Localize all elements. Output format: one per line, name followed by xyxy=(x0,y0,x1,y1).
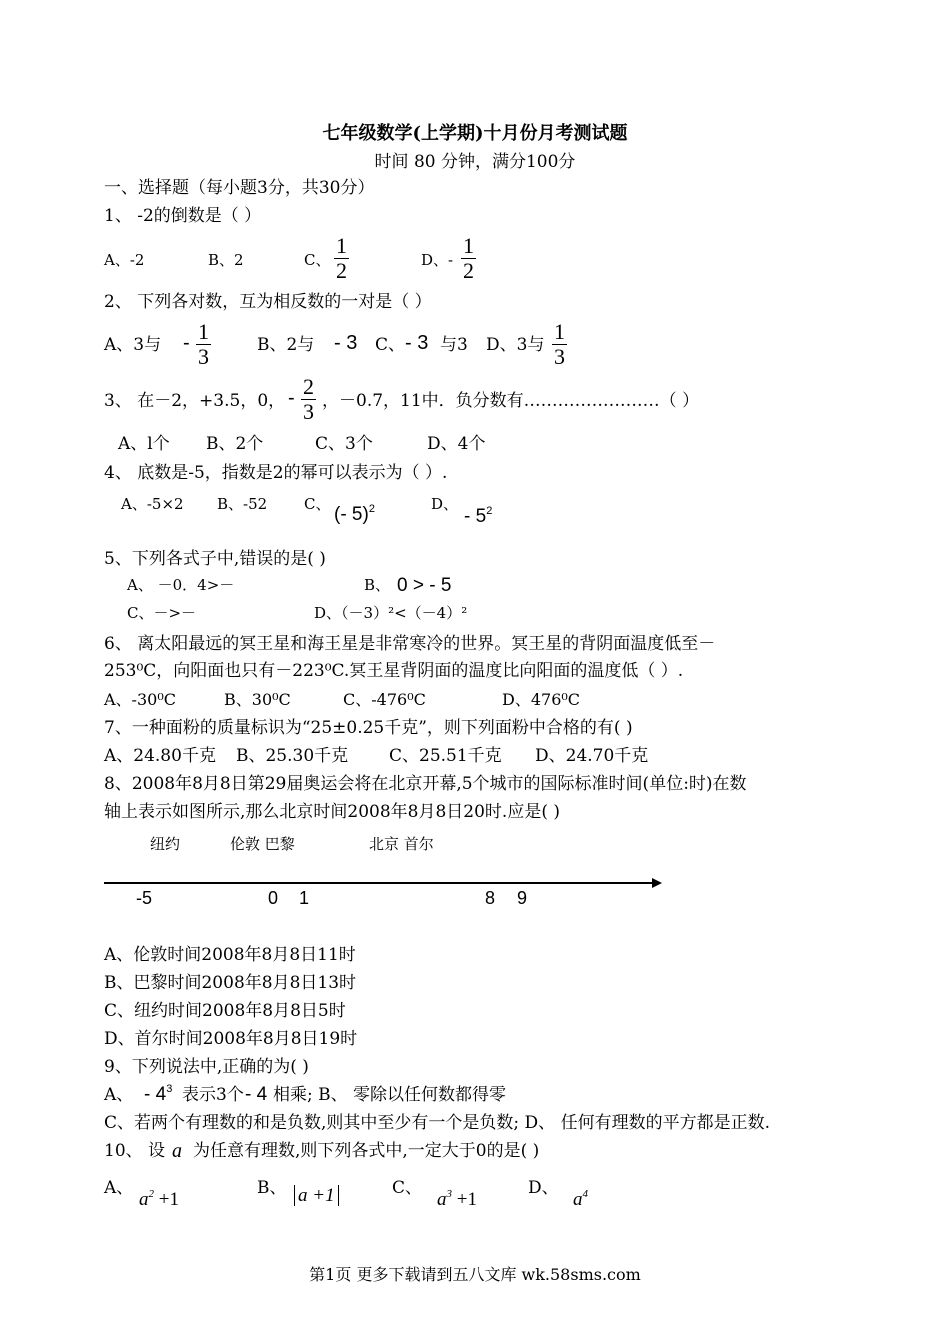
q10-stem-end: 为任意有理数,则下列各式中,一定大于0的是( ) xyxy=(193,1141,540,1161)
power-exponent: 3 xyxy=(446,1188,452,1200)
power-exponent: 2 xyxy=(486,505,493,517)
q7-option-d: D、24.70千克 xyxy=(535,746,649,766)
q1-option-c: C、 xyxy=(304,251,331,269)
page-footer: 第1页 更多下载请到五八文库 wk.58sms.com xyxy=(309,1265,641,1284)
q3-stem-start: 3、 在－2，+3.5，0， xyxy=(104,391,286,411)
q9-option-a-mid: 表示3个 xyxy=(182,1085,244,1105)
fraction-numerator: 1 xyxy=(554,319,565,344)
q5-option-d: D、（－3）²<（－4）² xyxy=(314,604,468,622)
q7-stem: 7、一种面粉的质量标识为“25±0.25千克”，则下列面粉中合格的有( ) xyxy=(104,718,633,738)
q6-stem-line2: 253⁰C，向阳面也只有－223⁰C.冥王星背阴面的温度比向阳面的温度低（ ）. xyxy=(104,661,684,681)
q10-option-c-label: C、 xyxy=(392,1178,423,1198)
tick-label-0: 0 xyxy=(268,888,279,908)
q7-option-a: A、24.80千克 xyxy=(104,746,216,766)
power-base: (- 5) xyxy=(334,504,369,525)
q9-option-a-label: A、 xyxy=(104,1085,134,1105)
q6-option-a: A、-30⁰C xyxy=(104,690,176,709)
power-base: a xyxy=(573,1189,583,1210)
q4-option-c-label: C、 xyxy=(304,495,331,513)
q1-stem: 1、 -2的倒数是（ ） xyxy=(104,206,262,226)
power-base: - 5 xyxy=(464,506,487,527)
q9-option-c-d: C、若两个有理数的和是负数,则其中至少有一个是负数; D、 任何有理数的平方都是正数. xyxy=(104,1113,770,1133)
fraction-denominator: 3 xyxy=(554,344,565,369)
city-label-beijing-seoul: 北京 首尔 xyxy=(369,835,434,853)
q3-option-d: D、4个 xyxy=(427,434,486,454)
fraction-numerator: 1 xyxy=(463,233,474,258)
q8-option-a: A、伦敦时间2008年8月8日11时 xyxy=(104,945,356,965)
q8-stem-line1: 8、2008年8月8日第29届奥运会将在北京开幕,5个城市的国际标准时间(单位:时)在数 xyxy=(104,774,747,794)
q10-option-b-label: B、 xyxy=(257,1178,287,1198)
q7-option-b: B、25.30千克 xyxy=(236,746,349,766)
q10-option-b-expr xyxy=(294,1185,339,1207)
power-exponent: 2 xyxy=(148,1188,154,1200)
q1-option-d: D、- xyxy=(421,251,454,269)
q8-option-c: C、纽约时间2008年8月8日5时 xyxy=(104,1001,346,1021)
q6-option-d: D、476⁰C xyxy=(502,690,581,709)
city-label-london-paris: 伦敦 巴黎 xyxy=(230,835,295,853)
q5-option-b-expr: 0 > - 5 xyxy=(397,575,452,596)
fraction-denominator: 3 xyxy=(303,399,314,424)
q6-option-b: B、30⁰C xyxy=(224,690,291,709)
q10-stem-start: 10、 设 xyxy=(104,1141,166,1161)
q10-option-d-label: D、 xyxy=(528,1178,559,1198)
tick-label-9: 9 xyxy=(517,888,528,908)
q2-option-b-value: - 3 xyxy=(334,332,358,354)
q2-option-b: B、2与 xyxy=(257,335,315,355)
power-base: a xyxy=(437,1189,447,1210)
q9-option-a-expr xyxy=(144,1084,172,1106)
q4-option-c-expr xyxy=(334,504,375,526)
q9-stem: 9、下列说法中,正确的为( ) xyxy=(104,1057,309,1077)
fraction-denominator: 2 xyxy=(463,258,474,283)
q5-option-c: C、－>－ xyxy=(127,604,197,622)
q4-stem: 4、 底数是-5，指数是2的幂可以表示为（ ）. xyxy=(104,463,448,483)
tick-label-1: 1 xyxy=(299,888,310,908)
q2-option-a-fraction xyxy=(196,320,211,369)
q9-option-a-tail: 相乘; B、 零除以任何数都得零 xyxy=(273,1085,507,1105)
q2-stem: 2、 下列各对数，互为相反数的一对是（ ） xyxy=(104,292,432,312)
section-heading: 一、选择题（每小题3分，共30分） xyxy=(104,178,375,198)
fraction-numerator: 1 xyxy=(198,319,209,344)
q1-option-a: A、-2 xyxy=(104,251,145,269)
q5-option-b-label: B、 xyxy=(364,576,391,594)
power-exponent: 4 xyxy=(582,1188,588,1200)
q6-stem-line1: 6、 离太阳最远的冥王星和海王星是非常寒冷的世界。冥王星的背阴面温度低至－ xyxy=(104,634,716,654)
number-line-axis xyxy=(104,876,666,890)
fraction-numerator: 2 xyxy=(303,374,314,399)
q8-option-d: D、首尔时间2008年8月8日19时 xyxy=(104,1029,358,1049)
power-base: a xyxy=(139,1189,149,1210)
q5-stem: 5、下列各式子中,错误的是( ) xyxy=(104,549,326,569)
q10-option-d-expr xyxy=(573,1189,588,1211)
q6-option-c: C、-476⁰C xyxy=(343,690,426,709)
q3-option-c: C、3个 xyxy=(315,434,373,454)
q2-option-a: A、3与 xyxy=(104,335,162,355)
fraction-denominator: 3 xyxy=(198,344,209,369)
q2-option-d: D、3与 xyxy=(486,335,545,355)
q4-option-a: A、-5×2 xyxy=(121,495,184,513)
q2-option-c-tail: 与3 xyxy=(440,335,468,355)
power-exponent: 3 xyxy=(166,1083,173,1095)
expr-tail: +1 xyxy=(456,1189,477,1210)
q8-option-b: B、巴黎时间2008年8月8日13时 xyxy=(104,973,357,993)
q10-variable: a xyxy=(172,1140,182,1162)
q2-option-d-fraction xyxy=(552,320,567,369)
tick-label-neg5: -5 xyxy=(136,888,153,908)
q1-option-c-fraction xyxy=(334,234,349,283)
fraction-denominator: 2 xyxy=(336,258,347,283)
city-label-newyork: 纽约 xyxy=(150,835,181,853)
q4-option-d-label: D、 xyxy=(431,495,459,513)
q1-option-b: B、2 xyxy=(208,251,244,269)
exam-subtitle: 时间 80 分钟，满分100分 xyxy=(374,152,576,172)
q10-option-c-expr xyxy=(437,1189,477,1211)
q10-option-a-expr xyxy=(139,1189,179,1211)
q3-neg-sign: - xyxy=(288,387,295,409)
q3-option-b: B、2个 xyxy=(206,434,264,454)
q4-option-b: B、-52 xyxy=(217,495,268,513)
q3-option-a: A、l个 xyxy=(118,434,170,454)
power-base: - 4 xyxy=(144,1084,167,1105)
q2-option-a-sign: - xyxy=(183,332,190,354)
q9-option-a-expr2: - 4 xyxy=(245,1084,268,1105)
tick-label-8: 8 xyxy=(485,888,496,908)
expr-tail: +1 xyxy=(158,1189,179,1210)
q3-stem-end: ，－0.7，11中．负分数有……………………（ ） xyxy=(322,391,700,411)
q5-option-a: A、 －0．4>－ xyxy=(127,576,235,594)
q2-option-c: C、 xyxy=(375,335,406,355)
q10-option-a-label: A、 xyxy=(104,1178,134,1198)
fraction-numerator: 1 xyxy=(336,233,347,258)
q8-stem-line2: 轴上表示如图所示,那么北京时间2008年8月8日20时.应是( ) xyxy=(104,802,561,822)
absolute-value: a +1 xyxy=(294,1185,339,1206)
power-exponent: 2 xyxy=(368,503,375,515)
q1-option-d-fraction xyxy=(461,234,476,283)
q4-option-d-expr xyxy=(464,506,492,528)
q2-option-c-value: - 3 xyxy=(405,332,429,354)
q7-option-c: C、25.51千克 xyxy=(389,746,502,766)
q3-fraction xyxy=(301,375,316,424)
page-title: 七年级数学(上学期)十月份月考测试题 xyxy=(322,123,628,144)
